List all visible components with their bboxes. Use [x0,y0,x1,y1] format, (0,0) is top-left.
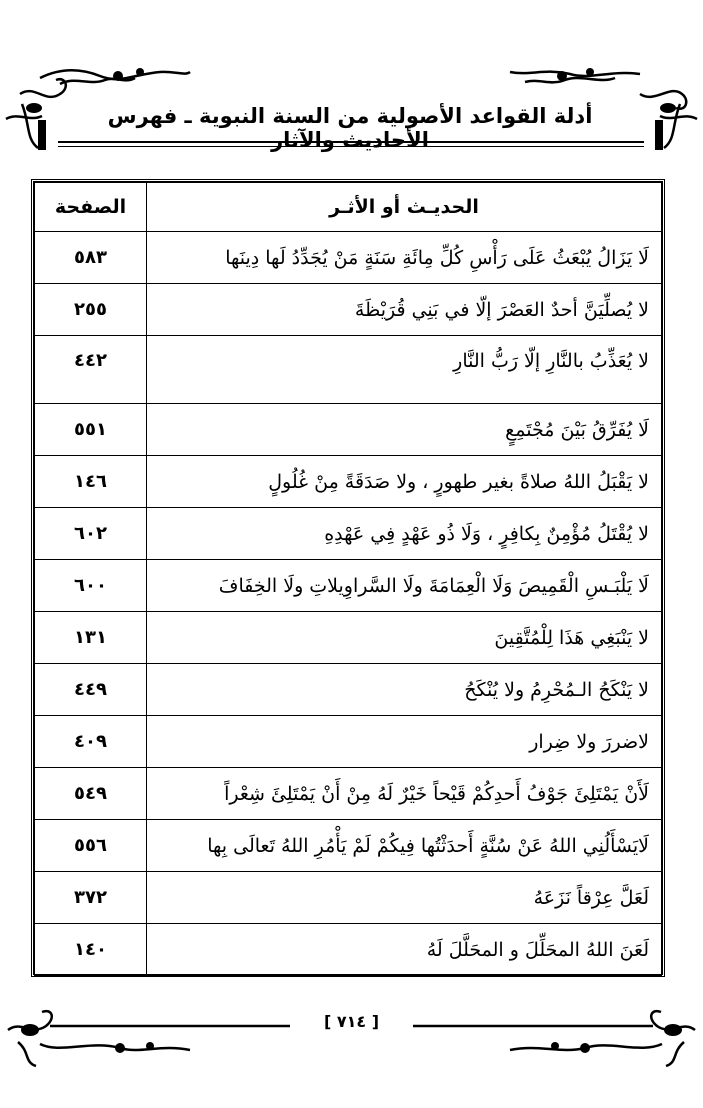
hadith-text: لاضررَ ولا ضِرار [147,716,662,768]
hadith-text: لَايَسْأَلُنِي اللهُ عَنْ سُنَّةٍ أَحدَثْتُها فِيكُمْ لَمْ يَأْمُرِ اللهُ تَعالَى بِها [147,820,662,872]
page-ref: ٢٥٥ [35,284,147,336]
hadith-text: لا يَنْكَحُ الـمُحْرِمُ ولا يُنْكَحُ [147,664,662,716]
page-ref: ٥٤٩ [35,768,147,820]
page-ref: ٤٠٩ [35,716,147,768]
page-ref: ١٤٠ [35,924,147,976]
table-row [35,404,662,456]
page-ref: ٥٥١ [35,404,147,456]
table-row [35,820,662,872]
page-number: [ ٧١٤ ] [323,1012,380,1031]
table-row [35,284,662,336]
page-ref: ٥٥٦ [35,820,147,872]
table-row [35,232,662,284]
table-row [35,560,662,612]
page-ref: ٤٤٢ [35,336,147,404]
hadith-text: لَعَنَ اللهُ المحَلِّلَ و المحَلَّلَ لَهُ [147,924,662,976]
hadith-text: لَا يَزَالُ يُبْعَثُ عَلَى رَأْسِ كُلِّ مِائَةِ سَنَةٍ مَنْ يُجَدِّدُ لَها دِينَها [147,232,662,284]
hadith-text: لا يُعَذِّبُ بالنَّارِ إلّا رَبُّ النَّارِ [147,336,662,404]
running-title: أدلة القواعد الأصولية من السنة النبوية ـ فهرس الأحاديث والآثار [107,104,593,152]
column-header-hadith: الحديـث أو الأثـر [147,183,662,232]
table-row [35,336,662,404]
hadith-index-table [31,179,665,977]
table-row [35,508,662,560]
page-ref: ٦٠٠ [35,560,147,612]
hadith-text: لا يُقْتَلُ مُؤْمِنٌ بِكافِرٍ ، وَلَا ذُو عَهْدٍ فِي عَهْدِهِ [147,508,662,560]
page-ref: ٣٧٢ [35,872,147,924]
table-row [35,872,662,924]
hadith-text: لَا يُفَرِّقُ بَيْنَ مُجْتَمِعٍ [147,404,662,456]
hadith-text: لَا يَلْبَـسِ الْقَمِيصَ وَلَا الْعِمَامَةَ ولَا السَّراوِيلاتِ ولَا الخِفَافَ [147,560,662,612]
page-ref: ١٤٦ [35,456,147,508]
page-ref: ٦٠٢ [35,508,147,560]
hadith-text: لَعَلَّ عِرْقاً نَزَعَهُ [147,872,662,924]
table-row [35,924,662,976]
hadith-text: لا يُصلِّيَنَّ أحدٌ العَصْرَ إلّا في بَنِي قُرَيْظَةَ [147,284,662,336]
column-header-page: الصفحة [35,183,147,232]
page-ref: ٥٨٣ [35,232,147,284]
bottom-ornament-icon [0,1000,703,1070]
page-ref: ٤٤٩ [35,664,147,716]
table-row [35,768,662,820]
page-ref: ١٣١ [35,612,147,664]
hadith-text: لا يَقْبَلُ اللهُ صلاةً بغير طهورٍ ، ولا صَدَقَةً مِنْ غُلُولٍ [147,456,662,508]
hadith-text: لا يَنْبَغِي هَذَا لِلْمُتَّقِينَ [147,612,662,664]
table-row [35,612,662,664]
hadith-text: لَأَنْ يَمْتَلِئَ جَوْفُ أَحدِكُمْ قَيْحاً خَيْرٌ لَهُ مِنْ أَنْ يَمْتَلِئَ شِعْراً [147,768,662,820]
table-row [35,716,662,768]
table-row [35,456,662,508]
table-header-row [35,183,662,232]
table-row [35,664,662,716]
